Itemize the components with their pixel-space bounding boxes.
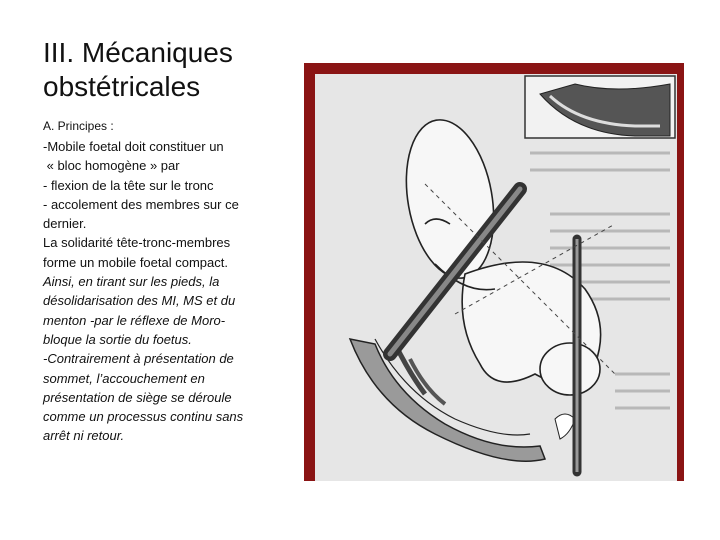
- text-line: bloque la sortie du foetus.: [43, 331, 192, 347]
- illustration-frame: [304, 63, 684, 481]
- text-line: -Contrairement à présentation de: [43, 351, 234, 367]
- text-line: arrêt ni retour.: [43, 428, 125, 444]
- fetus-illustration: [315, 74, 677, 481]
- fetus-body: [395, 113, 601, 395]
- text-line: - flexion de la tête sur le tronc: [43, 177, 214, 193]
- subheading: A. Principes :: [43, 119, 114, 133]
- text-line: menton -par le réflexe de Moro-: [43, 312, 226, 328]
- text-line: désolidarisation des MI, MS et du: [43, 293, 236, 309]
- text-line: Ainsi, en tirant sur les pieds, la: [43, 274, 220, 290]
- inset-diagram: [525, 76, 675, 138]
- body-text: [43, 137, 268, 446]
- text-line: - accolement des membres sur ce: [43, 196, 239, 212]
- text-line: La solidarité tête-tronc-membres: [43, 235, 231, 251]
- text-line: présentation de siège se déroule: [43, 389, 232, 405]
- text-line: dernier.: [43, 216, 87, 232]
- text-line: comme un processus continu sans: [43, 409, 244, 425]
- text-line: sommet, l’accouchement en: [43, 370, 205, 386]
- slide-title: [43, 36, 293, 104]
- text-line: forme un mobile foetal compact.: [43, 254, 228, 270]
- text-line: « bloc homogène » par: [43, 158, 180, 174]
- text-line: -Mobile foetal doit constituer un: [43, 139, 224, 154]
- title-line-2: obstétricales: [43, 71, 201, 102]
- title-line-1: III. Mécaniques: [43, 37, 233, 68]
